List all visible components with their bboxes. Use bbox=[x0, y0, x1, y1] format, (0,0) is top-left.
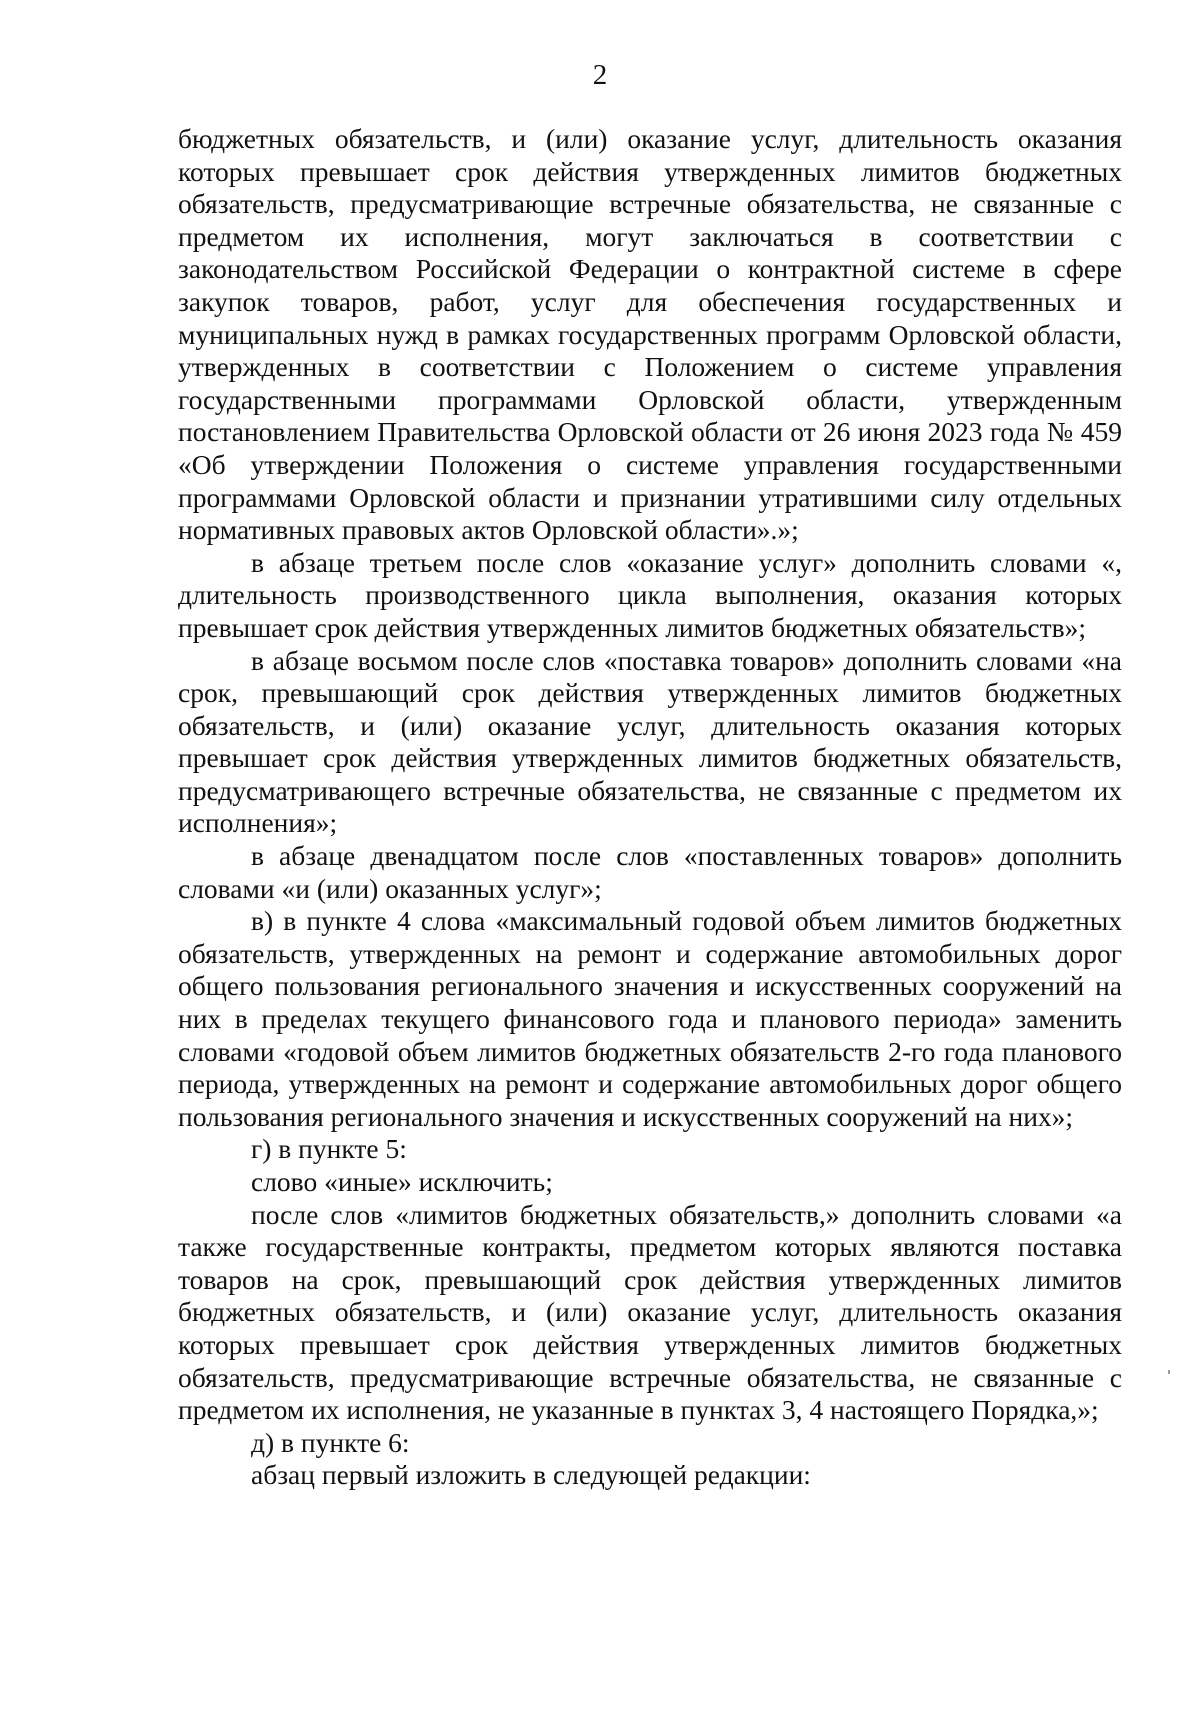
page-number: 2 bbox=[592, 59, 608, 91]
scan-margin-mark bbox=[1168, 1370, 1170, 1374]
paragraph-abzac-twelfth: в абзаце двенадцатом после слов «поставленных товаров» дополнить словами «и (или) оказанных услуг»; bbox=[178, 840, 1122, 904]
paragraph-abzac-third: в абзаце третьем после слов «оказание услуг» дополнить словами «, длительность производственного цикла выполнения, оказания которых превышает срок действия утвержденных лимитов бюджетных обязательств»; bbox=[178, 546, 1122, 643]
paragraph-item-v: в) в пункте 4 слова «максимальный годовой объем лимитов бюджетных обязательств, утвержденных на ремонт и содержание автомобильных дорог общего пользования регионального значения и искусственных сооружений на них в пределах текущего финансового года и планового периода» заменить словами «годовой объем лимитов бюджетных обязательств 2-го года планового периода, утвержденных на ремонт и содержание автомобильных дорог общего пользования регионального значения и искусственных сооружений на них»; bbox=[178, 905, 1122, 1132]
paragraph-abzac-eighth: в абзаце восьмом после слов «поставка товаров» дополнить словами «на срок, превышающий срок действия утвержденных лимитов бюджетных обязательств, и (или) оказание услуг, длительность оказания которых превышает срок действия утвержденных лимитов бюджетных обязательств, предусматривающего встречные обязательства, не связанные с предметом их исполнения»; bbox=[178, 644, 1122, 839]
document-text-body bbox=[178, 123, 1122, 1492]
paragraph-continuation: бюджетных обязательств, и (или) оказание услуг, длительность оказания которых превышает срок действия утвержденных лимитов бюджетных обязательств, предусматривающие встречные обязательства, не связанные с предметом их исполнения, могут заключаться в соответствии с законодательством Российской Федерации о контрактной системе в сфере закупок товаров, работ, услуг для обеспечения государственных и муниципальных нужд в рамках государственных программ Орловской области, утвержденных в соответствии с Положением о системе управления государственными программами Орловской области, утвержденным постановлением Правительства Орловской области от 26 июня 2023 года № 459 «Об утверждении Положения о системе управления государственными программами Орловской области и признании утратившими силу отдельных нормативных правовых актов Орловской области».»; bbox=[178, 123, 1122, 546]
paragraph-item-d: д) в пункте 6: bbox=[251, 1426, 410, 1458]
paragraph-word-exclude: слово «иные» исключить; bbox=[251, 1166, 553, 1197]
paragraph-after-words: после слов «лимитов бюджетных обязательств,» дополнить словами «а также государственные контракты, предметом которых являются поставка товаров на срок, превышающий срок действия утвержденных лимитов бюджетных обязательств, и (или) оказание услуг, длительность оказания которых превышает срок действия утвержденных лимитов бюджетных обязательств, предусматривающие встречные обязательства, не связанные с предметом их исполнения, не указанные в пунктах 3, 4 настоящего Порядка,»; bbox=[178, 1198, 1122, 1426]
paragraph-item-g: г) в пункте 5: bbox=[251, 1133, 407, 1165]
paragraph-first-abzac-edit: абзац первый изложить в следующей редакции: bbox=[251, 1459, 811, 1491]
